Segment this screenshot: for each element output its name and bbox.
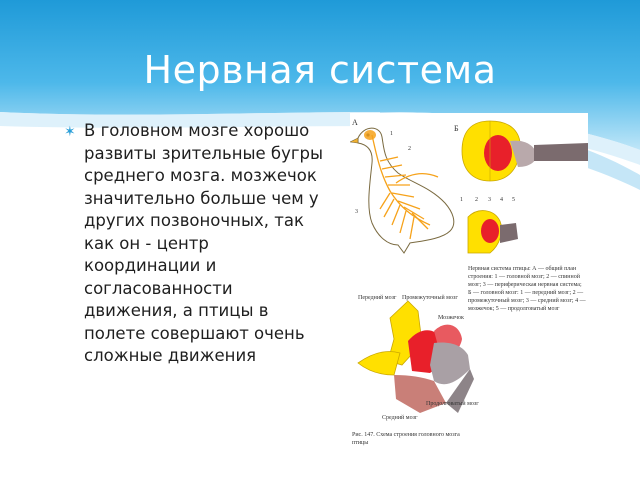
panel-b-num-2: 2 <box>475 197 478 203</box>
nervous-system-figure <box>350 113 588 458</box>
figure-caption-top: Нервная система птицы: А — общий план строения: 1 — головной мозг; 2 — спинной мозг; 3 — периферическая нервная система; Б — головной мозг: 1 — передний мозг; 2 — промежуточный мозг; 3 — средний мозг; 4 — мозжечок; 5 — продолговатый мозг <box>468 266 586 312</box>
panel-a-label: А <box>352 118 358 127</box>
label-midbrain: Средний мозг <box>382 415 418 421</box>
bird-outline <box>350 128 454 253</box>
bullet-text: В головном мозге хорошо развиты зрительные бугры среднего мозга. мозжечок значительно больше чем у других позвоночных, так как он - центр координации и согласованности движения, а птицы в полете совершают очень сложные движения <box>84 121 324 365</box>
panel-a-num-2: 2 <box>408 146 411 152</box>
slide-title: Нервная система <box>143 48 497 92</box>
panel-b-num-3: 3 <box>488 197 491 203</box>
label-medulla: Продолговатый мозг <box>426 401 479 407</box>
panel-b-label: Б <box>454 124 459 133</box>
bullet-icon: ✶ <box>64 124 76 140</box>
panel-b-num-4: 4 <box>500 197 503 203</box>
panel-b-num-1: 1 <box>460 197 463 203</box>
figure-caption-bottom: Рис. 147. Схема строения головного мозга птицы <box>352 432 460 446</box>
panel-a-num-3: 3 <box>355 209 358 215</box>
brain-top-view <box>462 121 588 181</box>
label-diencephalon: Промежуточный мозг <box>402 295 458 301</box>
brain-bottom-view <box>468 211 518 253</box>
panel-a-num-1: 1 <box>390 131 393 137</box>
panel-b-num-5: 5 <box>512 197 515 203</box>
label-forebrain: Передний мозг <box>358 295 397 301</box>
label-cerebellum: Мозжечок <box>438 315 464 321</box>
